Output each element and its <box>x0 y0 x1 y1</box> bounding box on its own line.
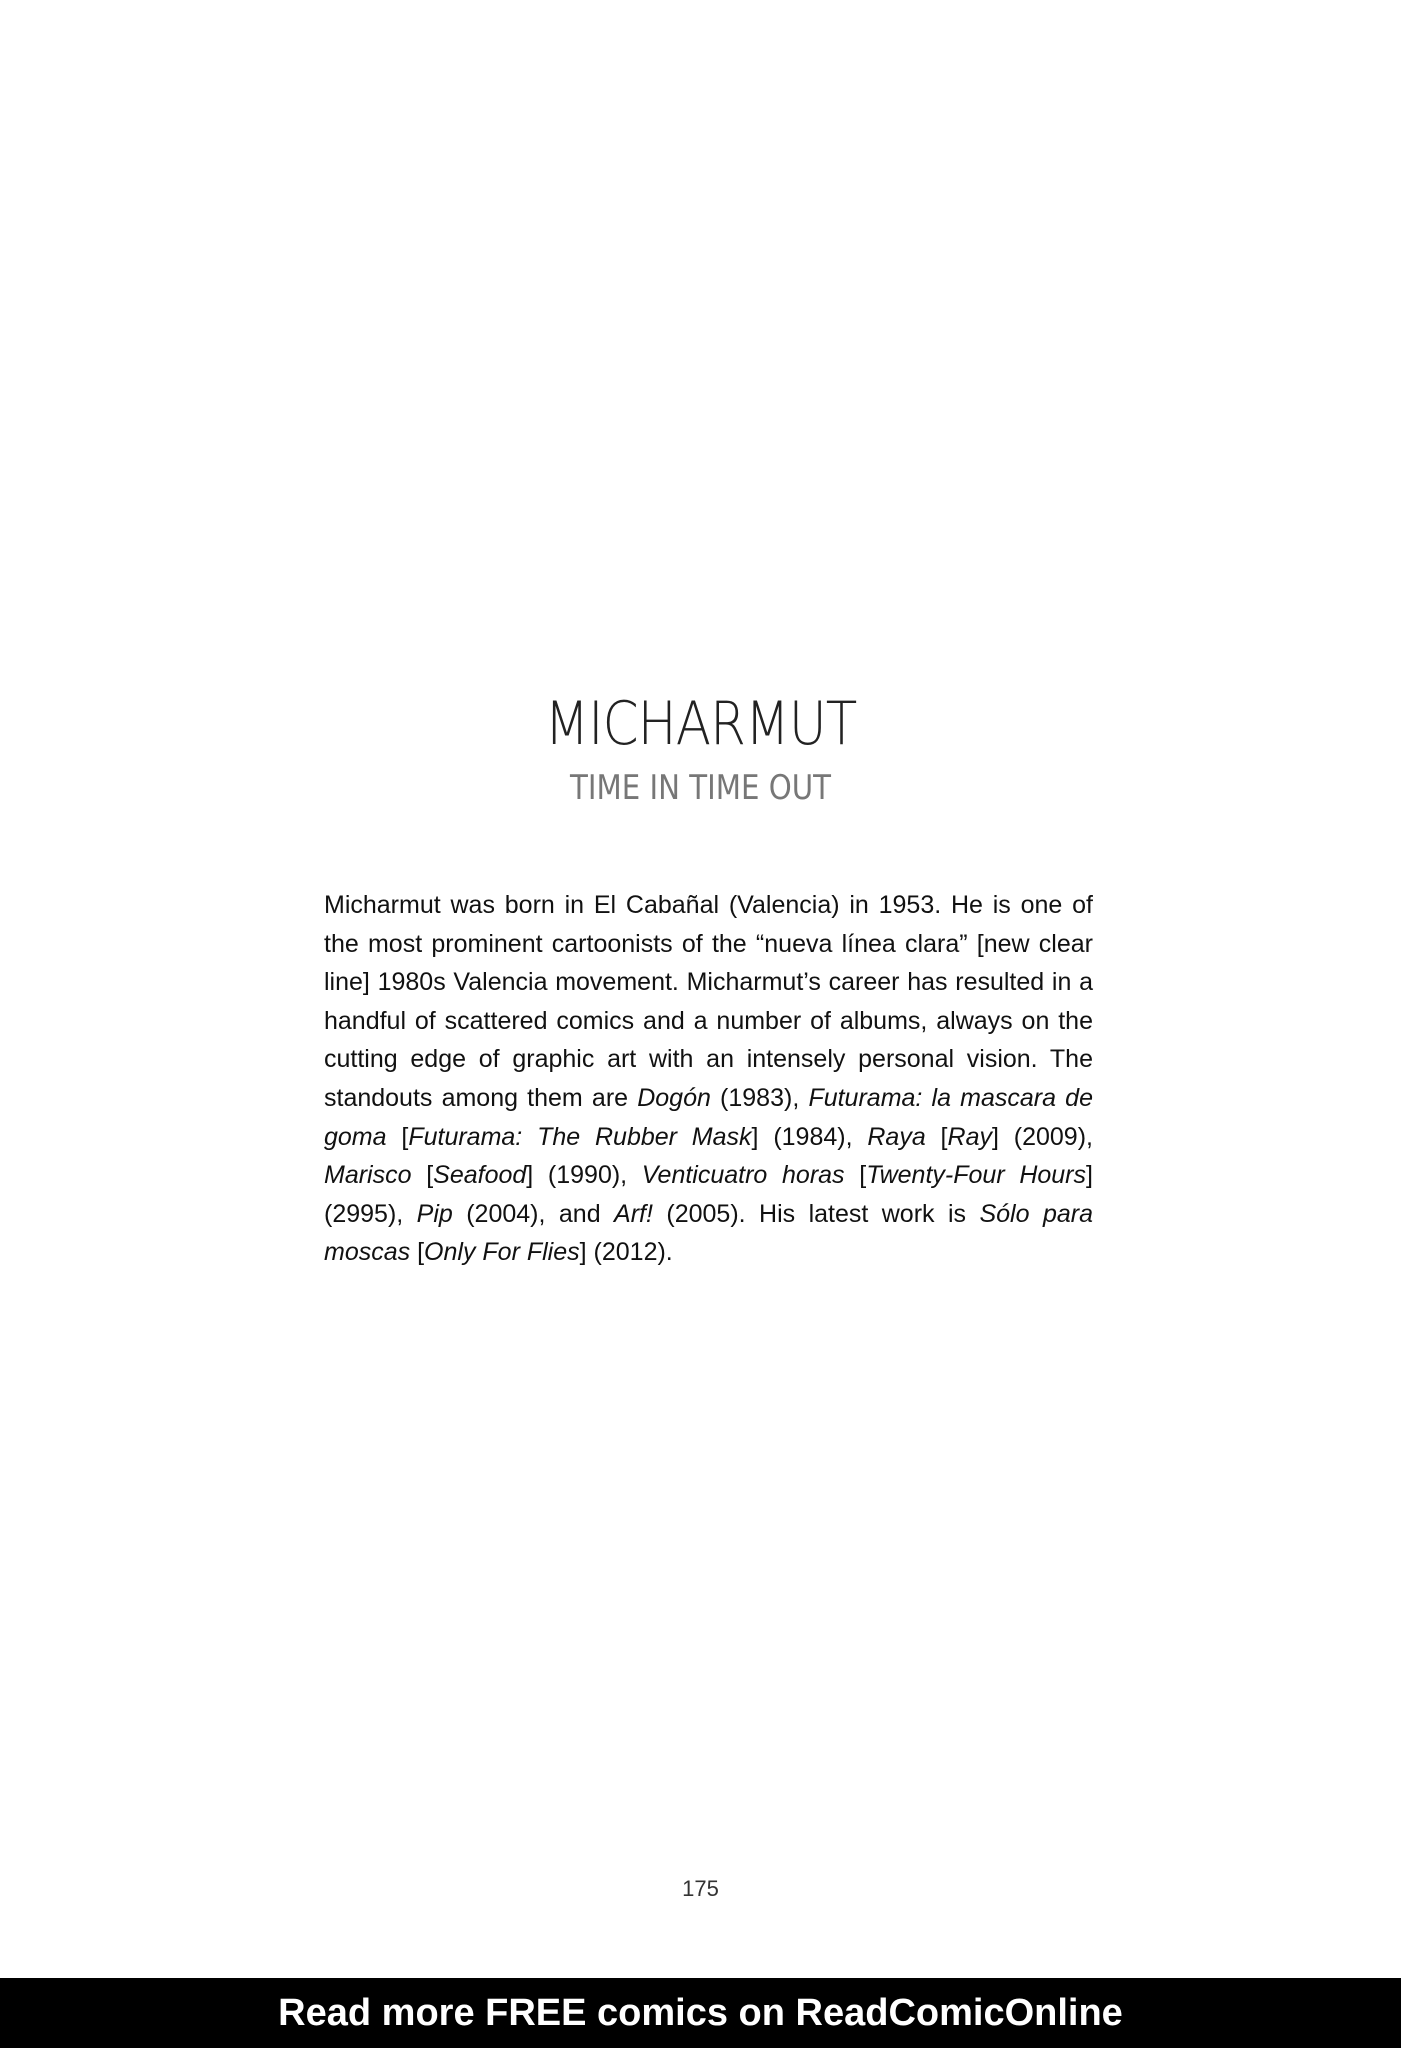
italic-title-text: Ray <box>947 1122 992 1151</box>
italic-title-text: Twenty-Four Hours <box>866 1161 1087 1190</box>
biography-text <box>324 886 1093 1272</box>
page-subtitle: TIME IN TIME OUT <box>569 768 832 808</box>
italic-title-text: Seafood <box>433 1161 527 1190</box>
promo-banner-text[interactable]: Read more FREE comics on ReadComicOnline <box>278 1991 1123 2034</box>
promo-banner[interactable] <box>0 1978 1401 2048</box>
italic-title-text: Only For Flies <box>424 1238 580 1267</box>
italic-title-text: Arf! <box>614 1199 653 1228</box>
body-text-run: (1983), <box>710 1083 809 1112</box>
italic-title-text: Dogón <box>637 1083 711 1112</box>
body-text-run: [ <box>411 1161 434 1190</box>
biography-paragraph <box>324 886 1093 1272</box>
italic-title-text: Futurama: la mascara de goma <box>324 1083 1093 1151</box>
italic-title-text: Raya <box>867 1122 926 1151</box>
body-text-run: [ <box>844 1161 867 1190</box>
body-text-run: (2004), and <box>452 1199 615 1228</box>
body-text-run: [ <box>925 1122 948 1151</box>
body-text-run: Micharmut was born in El Cabañal (Valencia) in 1953. He is one of the most prominent cartoonists of the “nueva línea clara” [new clear line] 1980s Valencia movement. Micharmut’s career has resulted in a handful of scattered comics and a number of albums, always on the cutting edge of graphic art with an intensely personal vision. The standouts among them are <box>324 891 1093 1112</box>
body-text-run: [ <box>410 1238 425 1267</box>
italic-title-text: Venticuatro horas <box>641 1161 845 1190</box>
italic-title-text: Futurama: The Rubber Mask <box>408 1122 752 1151</box>
body-text-run: ] (1984), <box>751 1122 868 1151</box>
body-text-run: (2005). His latest work is <box>652 1199 980 1228</box>
body-text-run: [ <box>386 1122 409 1151</box>
italic-title-text: Pip <box>416 1199 453 1228</box>
body-text-run: ] (1990), <box>526 1161 642 1190</box>
page-number: 175 <box>682 1876 719 1901</box>
page-title: MICHARMUT <box>544 689 857 759</box>
body-text-run: ] (2995), <box>324 1161 1093 1228</box>
body-text-run: ] (2009), <box>991 1122 1093 1151</box>
body-text-run: ] (2012). <box>579 1238 673 1267</box>
italic-title-text: Sólo para moscas <box>324 1199 1093 1267</box>
italic-title-text: Marisco <box>324 1161 412 1190</box>
